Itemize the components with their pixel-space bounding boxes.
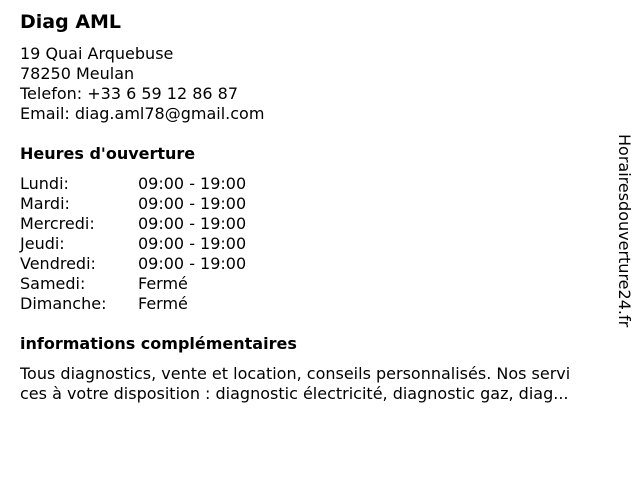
time-value: Fermé — [138, 274, 188, 293]
contact-block — [20, 44, 264, 124]
time-value: 09:00 - 19:00 — [138, 174, 247, 193]
time-value: 09:00 - 19:00 — [138, 214, 247, 233]
hours-row — [20, 194, 246, 214]
day-label: Dimanche: — [20, 294, 107, 313]
site-watermark: Horairesdouverture24.fr — [615, 134, 634, 328]
phone-text: Telefon: +33 6 59 12 86 87 — [20, 84, 239, 103]
time-value: 09:00 - 19:00 — [138, 234, 247, 253]
hours-row — [20, 254, 246, 274]
info-heading: informations complémentaires — [20, 334, 297, 353]
info-description — [20, 364, 620, 404]
info-line: ces à votre disposition : diagnostic électricité, diagnostic gaz, diag... — [20, 384, 569, 403]
hours-heading: Heures d'ouverture — [20, 144, 196, 163]
hours-table — [20, 174, 246, 314]
day-label: Lundi: — [20, 174, 69, 193]
day-label: Samedi: — [20, 274, 86, 293]
info-line: Tous diagnostics, vente et location, conseils personnalisés. Nos servi — [20, 364, 571, 383]
day-label: Jeudi: — [20, 234, 65, 253]
hours-row — [20, 294, 246, 314]
day-label: Vendredi: — [20, 254, 96, 273]
hours-row — [20, 174, 246, 194]
email-text: Email: diag.aml78@gmail.com — [20, 104, 265, 123]
address-city: 78250 Meulan — [20, 64, 135, 83]
business-name: Diag AML — [20, 11, 122, 33]
hours-row — [20, 214, 246, 234]
address-street: 19 Quai Arquebuse — [20, 44, 174, 63]
time-value: Fermé — [138, 294, 188, 313]
hours-row — [20, 234, 246, 254]
hours-row — [20, 274, 246, 294]
time-value: 09:00 - 19:00 — [138, 194, 247, 213]
time-value: 09:00 - 19:00 — [138, 254, 247, 273]
day-label: Mercredi: — [20, 214, 95, 233]
day-label: Mardi: — [20, 194, 70, 213]
